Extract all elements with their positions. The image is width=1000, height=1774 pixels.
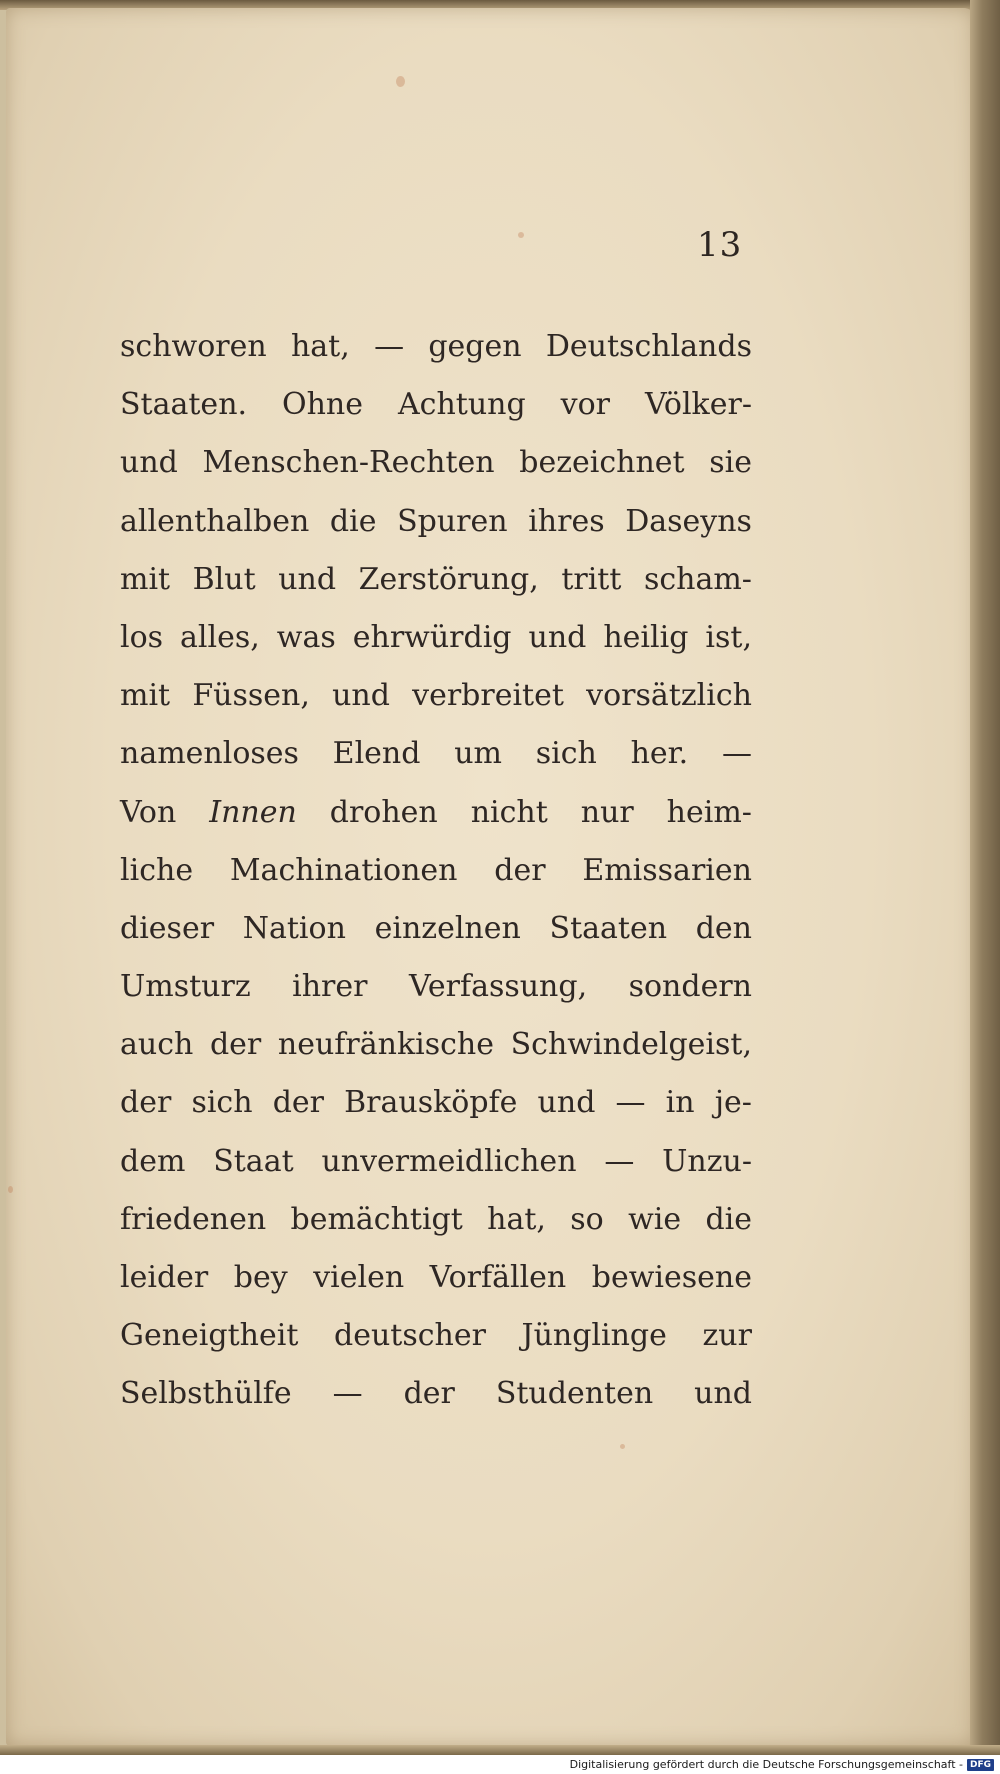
text-line: [120, 958, 752, 1016]
text-word: schworen: [120, 329, 267, 364]
text-word: Deutschlands: [545, 329, 752, 364]
text-word: leider: [120, 1260, 209, 1295]
text-word: nicht: [470, 794, 548, 830]
body-text: [120, 318, 752, 1424]
text-word: unvermeidlichen: [321, 1143, 577, 1179]
text-word: Elend: [332, 736, 421, 772]
text-word: einzelnen: [374, 910, 521, 946]
text-word: alles,: [180, 619, 260, 655]
text-word: und: [528, 619, 587, 655]
text-line: [120, 1191, 752, 1249]
text-word: zur: [702, 1318, 752, 1354]
text-word: neufränkische: [277, 1027, 494, 1063]
text-line: [120, 493, 752, 551]
text-word: scham-: [643, 561, 752, 597]
text-word: ihrer: [292, 969, 368, 1005]
text-word: und: [120, 445, 178, 481]
text-word: drohen: [329, 794, 438, 830]
text-word: heilig: [603, 619, 689, 655]
dfg-logo: DFG: [967, 1759, 994, 1771]
text-line: [120, 1365, 752, 1423]
text-word: nur: [580, 794, 634, 830]
foxing-spot: [396, 76, 405, 87]
text-line: [120, 434, 752, 492]
text-word: Vorfällen: [429, 1260, 567, 1295]
text-word: die: [705, 1201, 752, 1237]
text-word: —: [332, 1376, 363, 1412]
text-word: deutscher: [333, 1318, 486, 1354]
text-word: und: [278, 561, 337, 597]
text-word: Umsturz: [120, 969, 251, 1005]
text-word: gegen: [428, 329, 522, 364]
text-line: [120, 842, 752, 900]
text-line: [120, 609, 752, 667]
text-word: Verfassung,: [408, 969, 588, 1005]
text-word: vielen: [313, 1260, 405, 1295]
text-word: der: [494, 852, 546, 888]
text-word: vorsätzlich: [586, 678, 752, 714]
text-word: Daseyns: [625, 503, 752, 539]
text-word: mit: [120, 678, 171, 714]
text-word: ihres: [528, 503, 605, 539]
text-word: der: [120, 1085, 172, 1121]
text-line: [120, 1307, 752, 1365]
text-word: Staaten.: [120, 387, 248, 423]
text-word: so: [570, 1201, 604, 1237]
text-word: den: [695, 910, 752, 946]
text-word: auch: [120, 1027, 194, 1063]
text-word: Füssen,: [192, 678, 310, 714]
text-line: [120, 1074, 752, 1132]
text-word: ist,: [705, 619, 752, 655]
text-word: sondern: [628, 969, 752, 1005]
text-word: —: [615, 1085, 646, 1121]
text-word: die: [329, 503, 377, 539]
text-word: der: [209, 1027, 262, 1063]
text-word: Innen: [209, 794, 297, 830]
text-word: was: [276, 619, 336, 655]
text-word: allenthalben: [120, 503, 310, 539]
text-word: hat,: [290, 329, 350, 364]
text-word: bey: [233, 1260, 288, 1295]
text-word: bemächtigt: [290, 1201, 463, 1237]
text-word: tritt: [561, 561, 622, 597]
text-word: dieser: [120, 910, 215, 946]
text-word: um: [454, 736, 502, 772]
text-word: Emissarien: [582, 852, 752, 888]
text-word: —: [374, 329, 405, 364]
text-word: los: [120, 619, 164, 655]
text-word: mit: [120, 561, 171, 597]
text-line: [120, 784, 752, 842]
text-line: [120, 376, 752, 434]
text-word: der: [272, 1085, 324, 1121]
text-line: [120, 551, 752, 609]
text-word: und: [694, 1376, 752, 1412]
text-line: [120, 667, 752, 725]
text-line: [120, 900, 752, 958]
text-word: sich: [191, 1085, 253, 1121]
text-word: Unzu-: [662, 1143, 752, 1179]
text-word: Nation: [242, 910, 346, 946]
text-word: Blut: [192, 561, 256, 597]
text-word: Menschen-Rechten: [202, 445, 495, 481]
text-word: her.: [630, 736, 689, 772]
text-word: Von: [120, 794, 177, 830]
text-word: vor: [560, 387, 611, 423]
text-word: Staat: [213, 1143, 294, 1179]
text-word: Staaten: [549, 910, 668, 946]
text-word: Völker-: [644, 387, 752, 423]
text-word: dem: [120, 1143, 186, 1179]
text-word: bewiesene: [591, 1260, 752, 1295]
text-word: Selbsthülfe: [120, 1376, 292, 1412]
foxing-spot: [620, 1444, 625, 1449]
text-word: heim-: [666, 794, 752, 830]
text-word: je-: [714, 1085, 752, 1121]
text-word: Brausköpfe: [344, 1085, 518, 1121]
text-word: Ohne: [282, 387, 364, 423]
text-line: [120, 725, 752, 783]
text-word: bezeichnet: [519, 445, 685, 481]
text-line: [120, 318, 752, 376]
text-line: [120, 1016, 752, 1074]
text-word: Spuren: [397, 503, 508, 539]
text-word: und: [332, 678, 390, 714]
footer-credit: Digitalisierung gefördert durch die Deutsche Forschungsgemeinschaft -: [569, 1758, 963, 1771]
text-word: Zerstörung,: [358, 561, 539, 597]
text-word: verbreitet: [412, 678, 564, 714]
text-word: —: [604, 1143, 635, 1179]
text-word: der: [403, 1376, 455, 1412]
text-word: in: [665, 1085, 695, 1121]
text-word: und: [537, 1085, 596, 1121]
text-word: sie: [709, 445, 752, 481]
text-word: namenloses: [120, 736, 299, 772]
text-word: Machinationen: [229, 852, 458, 888]
text-line: [120, 1249, 752, 1307]
text-word: liche: [120, 852, 194, 888]
book-edge-right: [970, 0, 1000, 1755]
foxing-spot: [8, 1186, 13, 1193]
text-word: friedenen: [120, 1201, 267, 1237]
text-word: Achtung: [397, 387, 526, 423]
page-number: 13: [697, 225, 743, 265]
text-word: Jünglinge: [521, 1318, 667, 1354]
text-line: [120, 1133, 752, 1191]
text-word: ehrwürdig: [352, 619, 512, 655]
text-word: sich: [535, 736, 597, 772]
text-word: —: [721, 736, 752, 772]
foxing-spot: [518, 232, 524, 238]
text-word: hat,: [487, 1201, 546, 1237]
text-word: Studenten: [495, 1376, 654, 1412]
digitization-footer: [570, 1757, 994, 1772]
text-word: wie: [628, 1201, 682, 1237]
book-edge-bottom: [0, 1745, 1000, 1755]
text-word: Schwindelgeist,: [510, 1027, 752, 1063]
text-word: Geneigtheit: [120, 1318, 299, 1354]
